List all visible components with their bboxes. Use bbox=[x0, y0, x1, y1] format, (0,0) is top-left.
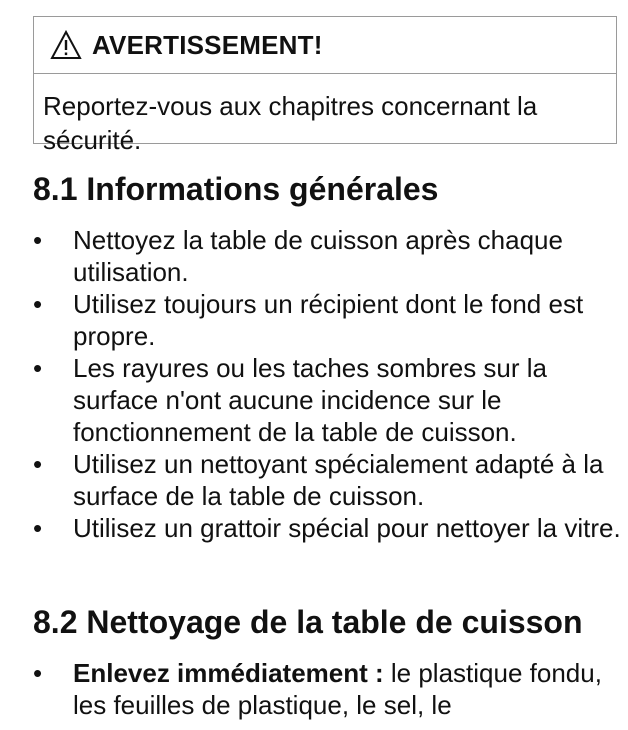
list-item-text: Utilisez un nettoyant spécialement adapté à la surface de la table de cuisson. bbox=[73, 449, 604, 511]
list-item bbox=[33, 448, 623, 512]
warning-text bbox=[34, 74, 616, 157]
section-title-cleaning: 8.2 Nettoyage de la table de cuisson bbox=[33, 604, 583, 640]
warning-triangle-icon bbox=[50, 30, 82, 60]
list-item bbox=[33, 288, 623, 352]
bullet-symbol: • bbox=[33, 225, 43, 255]
list-item bbox=[33, 512, 623, 544]
bullet-symbol: • bbox=[33, 513, 43, 543]
warning-header bbox=[34, 17, 616, 74]
bullet-symbol: • bbox=[33, 353, 43, 383]
warning-box bbox=[33, 16, 617, 155]
cleaning-list bbox=[33, 657, 623, 721]
section-title-general-info: 8.1 Informations générales bbox=[33, 171, 439, 207]
warning-title: AVERTISSEMENT! bbox=[92, 29, 323, 60]
bullet-symbol: • bbox=[33, 289, 43, 319]
bullet-symbol: • bbox=[33, 449, 43, 479]
general-info-list bbox=[33, 224, 623, 544]
list-item bbox=[33, 352, 623, 448]
list-item-text: Les rayures ou les taches sombres sur la surface n'ont aucune incidence sur le fonctionnement de la table de cuisson. bbox=[73, 353, 547, 447]
list-item-text: Utilisez un grattoir spécial pour nettoyer la vitre. bbox=[73, 513, 621, 543]
list-item-bold-lead: Enlevez immédiatement : bbox=[73, 658, 384, 688]
list-item-text: Nettoyez la table de cuisson après chaque utilisation. bbox=[73, 225, 563, 287]
list-item-text: le plastique fondu, les feuilles de plastique, le sel, le bbox=[73, 658, 602, 720]
warning-text-content: Reportez-vous aux chapitres concernant la sécurité. bbox=[43, 91, 538, 155]
list-item-text: Utilisez toujours un récipient dont le fond est propre. bbox=[73, 289, 584, 351]
list-item bbox=[33, 224, 623, 288]
list-item bbox=[33, 657, 623, 721]
bullet-symbol: • bbox=[33, 658, 43, 688]
